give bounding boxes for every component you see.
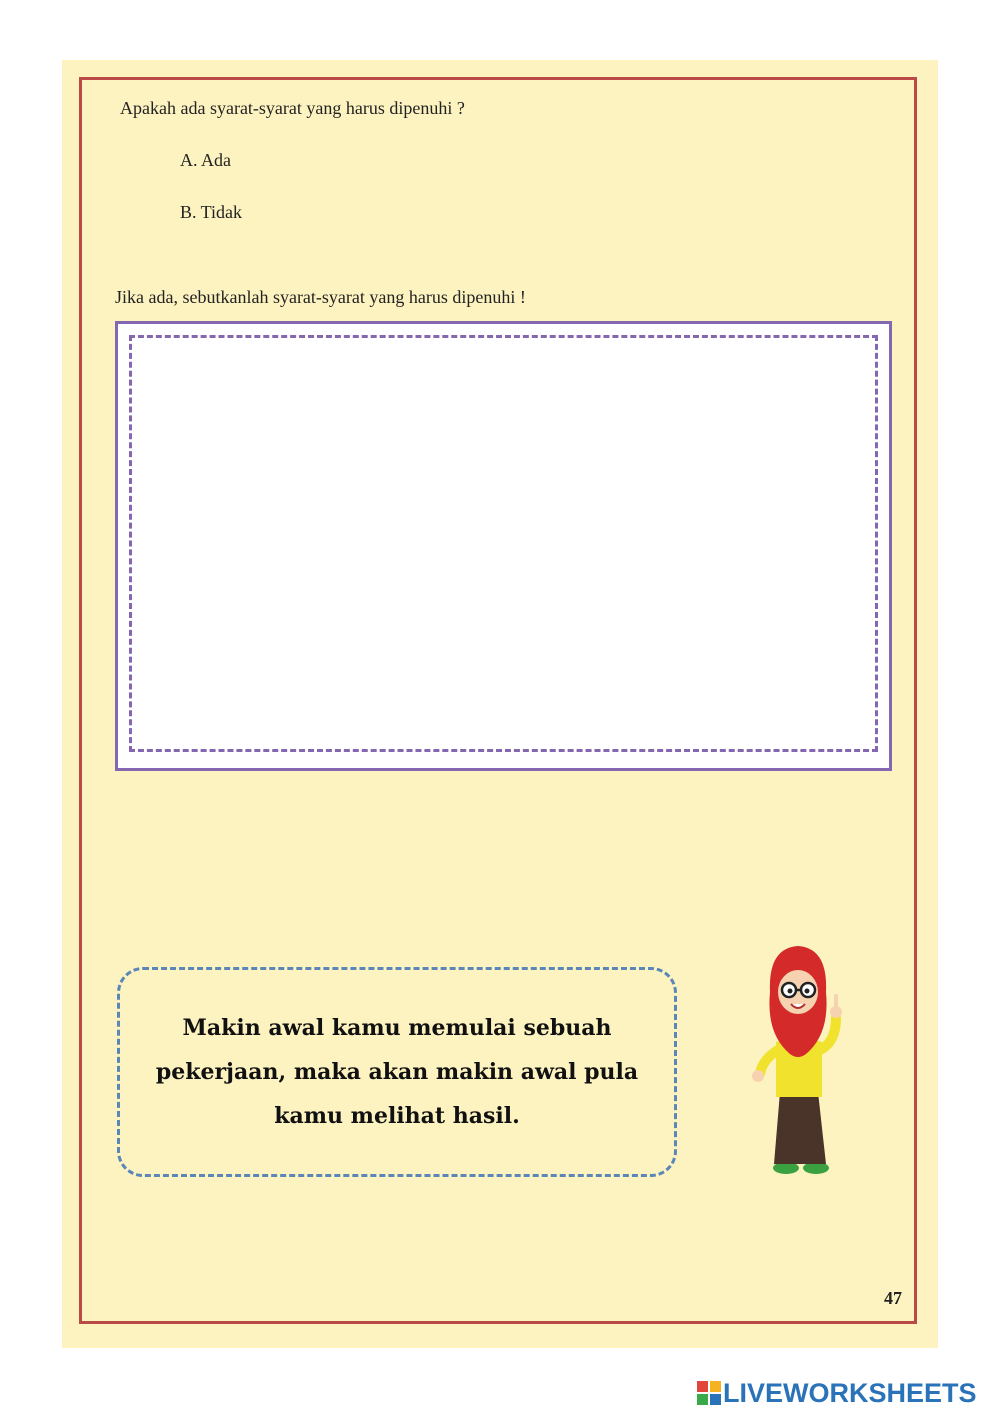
quote-line-1: Makin awal kamu memulai sebuah (182, 1015, 612, 1041)
followup-question: Jika ada, sebutkanlah syarat-syarat yang harus dipenuhi ! (115, 287, 526, 307)
page-number: 47 (884, 1288, 902, 1308)
quote-line-3: kamu melihat hasil. (274, 1103, 520, 1129)
answer-box-dashed-border (129, 335, 878, 752)
quote-line-2: pekerjaan, maka akan makin awal pula (155, 1059, 639, 1085)
answer-box (115, 321, 892, 771)
quote-text (137, 1006, 657, 1138)
answer-input[interactable] (132, 338, 875, 749)
option-a[interactable]: A. Ada (180, 150, 231, 170)
brand-watermark[interactable] (697, 1377, 977, 1409)
quote-box (117, 967, 677, 1177)
girl-hijab-pointing-icon (748, 942, 848, 1178)
brand-name: LIVEWORKSHEETS (723, 1377, 977, 1408)
option-b[interactable]: B. Tidak (180, 202, 243, 222)
brand-logo-icon (697, 1381, 721, 1405)
question-text: Apakah ada syarat-syarat yang harus dipenuhi ? (120, 98, 465, 118)
